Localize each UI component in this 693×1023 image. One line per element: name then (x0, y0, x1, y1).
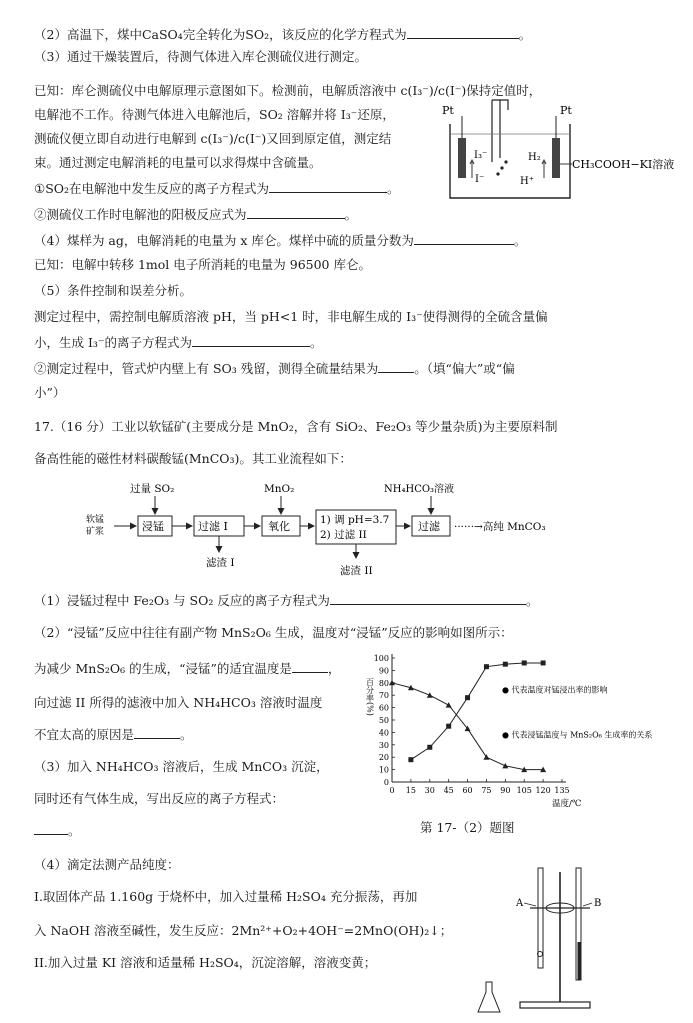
x-tick-label: 75 (481, 786, 492, 795)
x-tick-label: 0 (389, 786, 395, 795)
flow-step-filter1: 过滤 I (198, 520, 228, 533)
x-tick-label: 105 (516, 786, 532, 795)
data-point (541, 660, 546, 665)
q17-part3-line2: 同时还有气体生成，写出反应的离子方程式： (34, 791, 285, 806)
residue2-label: 滤渣 II (340, 565, 373, 577)
pt-left-label: Pt (442, 104, 454, 117)
data-point (427, 745, 432, 750)
q17-part2: （2）“浸锰”反应中往往有副产物 MnS₂O₆ 生成，温度对“浸锰”反应的影响如图所示： (34, 625, 513, 640)
data-point (408, 757, 413, 762)
q16-part5a-line1: 测定过程中，需控制电解质溶液 pH，当 pH<1 时，非电解生成的 I₃⁻使得测得的全硫含量偏 (34, 309, 548, 324)
solution-label: CH₃COOH−KI溶液 (572, 158, 675, 171)
q16-part5b-tail: 小”） (34, 385, 66, 400)
q17-part2-line3: 不宜太高的原因是 。 (34, 727, 193, 742)
q16-known-line3: 测硫仪便立即自动进行电解到 c(I₃⁻)/c(I⁻)又回到原定值，测定结 (34, 131, 392, 146)
y-axis-label: 百分率(%) (365, 678, 375, 716)
answer-blank[interactable] (414, 232, 514, 245)
nh4hco3-input-label: NH₄HCO₃溶液 (384, 484, 455, 495)
q16-known-line2: 电解池不工作。待测气体进入电解池后，SO₂ 溶解并将 I₃⁻还原， (34, 107, 395, 122)
y-tick-label: 60 (378, 703, 389, 713)
data-point (446, 724, 451, 729)
x-tick-label: 60 (462, 786, 473, 795)
flow-step-oxidation: 氧化 (268, 520, 290, 533)
y-tick-label: 10 (378, 765, 389, 775)
q16-part5b: ②测定过程中，管式炉内壁上有 SO₃ 残留，测得全硫量结果为 。（填“偏大”或“偏 (34, 361, 515, 376)
legend-series-2: ● 代表浸锰温度与 MnS₂O₆ 生成率的关系 (502, 730, 653, 740)
q16-part4: （4）煤样为 ag，电解消耗的电量为 x 库仑。煤样中硫的质量分数为 。 (34, 233, 527, 248)
q16-sub2: ②测硫仪工作时电解池的阳极反应式为 。 (34, 207, 358, 222)
q16-sub1: ①SO₂在电解池中发生反应的离子方程式为 。 (34, 181, 400, 196)
flow-step-filter: 过滤 (418, 520, 440, 533)
residue1-label: 滤渣 I (206, 557, 235, 569)
q17-part3-blank: 。 (34, 822, 81, 840)
q17-part2-line1: 为减少 MnS₂O₆ 的生成，“浸锰”的适宜温度是 ， (34, 661, 341, 676)
pt-right-label: Pt (560, 104, 572, 117)
mno2-input-label: MnO₂ (264, 483, 295, 495)
y-tick-label: 0 (383, 778, 389, 787)
q16-known-line1: 已知：库仑测硫仪中电解原理示意图如下。检测前，电解质溶液中 c(I₃⁻)/c(I⁻)保持定值时， (34, 83, 542, 98)
y-tick-label: 90 (378, 666, 389, 676)
q16-part3: （3）通过干燥装置后，待测气体进入库仑测硫仪进行测定。 (34, 49, 367, 64)
q17-intro-line2: 备高性能的磁性材料碳酸锰(MnCO₃)。其工业流程如下： (34, 451, 352, 466)
q17-part4: （4）滴定法测产品纯度： (34, 857, 180, 872)
x-tick-label: 45 (443, 786, 454, 795)
answer-blank[interactable] (134, 726, 180, 739)
q17-part2-line2: 向过滤 II 所得的滤液中加入 NH₄HCO₃ 溶液时温度 (34, 695, 323, 710)
i3-label: I₃⁻ (474, 150, 488, 161)
x-tick-label: 90 (500, 786, 511, 795)
q17-intro-line1: 17.（16 分）工业以软锰矿(主要成分是 MnO₂，含有 SiO₂、Fe₂O₃ 等少量杂质)为主要原料制 (34, 419, 558, 434)
y-tick-label: 30 (378, 740, 389, 750)
x-tick-label: 30 (424, 786, 435, 795)
q17-part4-line2: 入 NaOH 溶液至碱性，发生反应：2Mn²⁺+O₂+4OH⁻=2MnO(OH)₂↓； (34, 923, 453, 938)
h-plus-label: H⁺ (520, 176, 534, 187)
y-tick-label: 80 (378, 678, 389, 688)
answer-blank[interactable] (192, 334, 310, 347)
data-point (427, 692, 433, 698)
y-tick-label: 50 (378, 716, 389, 725)
label-a: A (516, 898, 524, 909)
ore-label-2: 矿浆 (86, 527, 105, 537)
x-tick-label: 15 (405, 786, 416, 795)
data-point (522, 660, 527, 665)
q16-part2: （2）高温下，煤中CaSO₄完全转化为SO₂，该反应的化学方程式为 。 (34, 27, 532, 42)
x-tick-label: 120 (535, 786, 551, 795)
so2-input-label: 过量 SO₂ (130, 483, 175, 495)
i-label: I⁻ (475, 174, 485, 185)
process-flow-diagram (80, 478, 600, 580)
data-point (446, 702, 452, 708)
y-tick-label: 20 (378, 753, 389, 763)
titration-apparatus (470, 862, 620, 1018)
answer-blank[interactable] (292, 660, 328, 673)
q16-known-line4: 束。通过测定电解消耗的电量可以求得煤中含硫量。 (34, 155, 322, 170)
data-point (483, 754, 489, 760)
data-point (502, 763, 508, 769)
data-point (484, 664, 489, 669)
legend-series-1: ● 代表温度对锰浸出率的影响 (502, 685, 608, 695)
flow-step-filter2: 2) 过滤 II (320, 529, 367, 541)
answer-blank[interactable] (269, 180, 387, 193)
y-tick-label: 70 (378, 691, 389, 701)
flow-step-adjust-ph: 1) 调 pH=3.7 (320, 514, 390, 526)
q17-part4-line3: II.加入过量 KI 溶液和适量稀 H₂SO₄，沉淀溶解，溶液变黄； (34, 955, 377, 970)
figure-caption: 第 17-（2）题图 (420, 820, 515, 835)
q17-part1: （1）浸锰过程中 Fe₂O₃ 与 SO₂ 反应的离子方程式为 。 (34, 593, 539, 608)
q16-part5a-line2: 小，生成 I₃⁻的离子方程式为 。 (34, 335, 323, 350)
data-point (503, 662, 508, 667)
data-point (465, 695, 470, 700)
flow-step-leaching: 浸锰 (142, 520, 164, 533)
q17-part3-line1: （3）加入 NH₄HCO₃ 溶液后，生成 MnCO₃ 沉淀， (34, 759, 329, 774)
label-b: B (594, 898, 602, 909)
answer-blank[interactable] (34, 822, 68, 835)
x-axis-label: 温度/℃ (552, 799, 582, 809)
electrolysis-cell-diagram (440, 98, 690, 206)
answer-blank[interactable] (330, 592, 526, 605)
answer-blank[interactable] (407, 26, 519, 39)
answer-blank[interactable] (247, 206, 345, 219)
q17-part4-line1: I.取固体产品 1.160g 于烧杯中，加入过量稀 H₂SO₄ 充分振荡，再加 (34, 889, 418, 904)
q16-part5: （5）条件控制和误差分析。 (34, 283, 192, 298)
q16-known2: 已知：电解中转移 1mol 电子所消耗的电量为 96500 库仑。 (34, 257, 371, 272)
h2-label: H₂ (528, 152, 541, 163)
y-tick-label: 40 (378, 728, 389, 738)
x-tick-label: 135 (554, 786, 570, 795)
y-tick-label: 100 (373, 654, 389, 663)
ore-label-1: 软锰 (86, 515, 105, 525)
product-label: ······→高纯 MnCO₃ (454, 521, 546, 533)
temperature-chart (362, 648, 682, 816)
answer-blank[interactable] (378, 360, 414, 373)
